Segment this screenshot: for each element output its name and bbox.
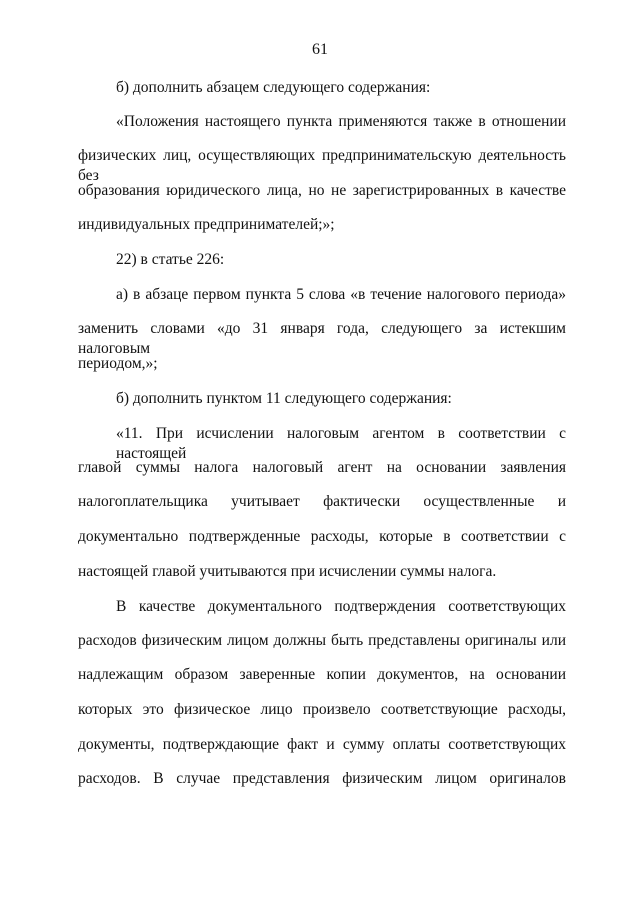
paragraph-line: главой суммы налога налоговый агент на основании заявления	[78, 459, 566, 476]
paragraph-line: б) дополнить абзацем следующего содержания:	[116, 79, 431, 96]
paragraph-line: «11. При исчислении налоговым агентом в соответствии с настоящей	[116, 425, 566, 462]
paragraph-line: «Положения настоящего пункта применяются также в отношении	[116, 113, 566, 130]
paragraph-line: физических лиц, осуществляющих предпринимательскую деятельность без	[78, 147, 566, 184]
paragraph-line: надлежащим образом заверенные копии документов, на основании	[78, 666, 566, 683]
page-number: 61	[312, 41, 328, 58]
paragraph-line: налогоплательщика учитывает фактически осуществленные и	[78, 493, 566, 510]
paragraph-line: периодом,»;	[78, 355, 158, 372]
paragraph-line: документы, подтверждающие факт и сумму оплаты соответствующих	[78, 736, 566, 753]
paragraph-line: 22) в статье 226:	[116, 251, 225, 268]
paragraph-line: расходов. В случае представления физическим лицом оригиналов	[78, 770, 566, 787]
paragraph-line: а) в абзаце первом пункта 5 слова «в течение налогового периода»	[116, 286, 566, 303]
paragraph-line: индивидуальных предпринимателей;»;	[78, 216, 335, 233]
paragraph-line: образования юридического лица, но не зарегистрированных в качестве	[78, 182, 566, 199]
paragraph-line: настоящей главой учитываются при исчислении суммы налога.	[78, 563, 497, 580]
paragraph-line: заменить словами «до 31 января года, следующего за истекшим налоговым	[78, 320, 566, 357]
paragraph-line: которых это физическое лицо произвело соответствующие расходы,	[78, 701, 566, 718]
paragraph-line: документально подтвержденные расходы, которые в соответствии с	[78, 528, 566, 545]
paragraph-line: В качестве документального подтверждения соответствующих	[116, 598, 566, 615]
paragraph-line: расходов физическим лицом должны быть представлены оригиналы или	[78, 632, 566, 649]
paragraph-line: б) дополнить пунктом 11 следующего содержания:	[116, 390, 452, 407]
